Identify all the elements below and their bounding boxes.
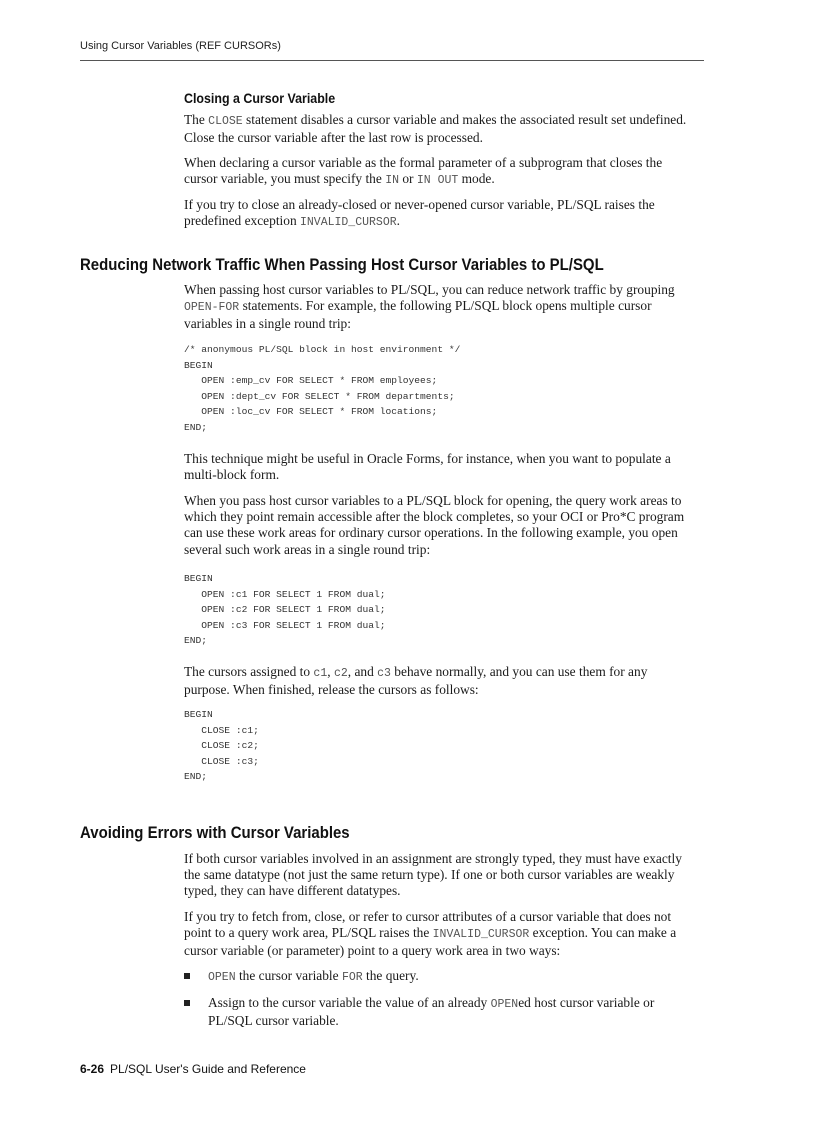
book-title: PL/SQL User's Guide and Reference xyxy=(110,1062,306,1076)
code-invalid-cursor: INVALID_CURSOR xyxy=(300,216,397,230)
bullet-marker-2 xyxy=(184,1000,190,1006)
code-open: OPEN xyxy=(208,971,236,984)
closing-paragraph-1: The CLOSE statement disables a cursor variable and makes the associated result set undefined. Close the cursor variable after the last row is processed. xyxy=(184,112,687,146)
avoiding-paragraph-2: If you try to fetch from, close, or refer to cursor attributes of a cursor variable that does not point to a query work area, PL/SQL raises the INVALID_CURSOR exception. You can make a cursor variable (or parameter) point to a query work area in two ways: xyxy=(184,909,677,959)
code-block-open-cursors: /* anonymous PL/SQL block in host environment */ BEGIN OPEN :emp_cv FOR SELECT * FROM employees; OPEN :dept_cv FOR SELECT * FROM departments; OPEN :loc_cv FOR SELECT * FROM locations; END; xyxy=(184,344,461,433)
bullet-item-1: OPEN the cursor variable FOR the query. xyxy=(208,968,419,984)
closing-section-title: Closing a Cursor Variable xyxy=(184,91,336,106)
code-in: IN xyxy=(385,174,399,188)
reducing-paragraph-1: When passing host cursor variables to PL/SQL, you can reduce network traffic by grouping OPEN-FOR statements. For example, the following PL/SQL block opens multiple cursor variables in a single round trip: xyxy=(184,282,675,332)
avoiding-section-title: Avoiding Errors with Cursor Variables xyxy=(80,823,350,842)
running-header: Using Cursor Variables (REF CURSORs) xyxy=(80,40,281,52)
page-number: 6-26 xyxy=(80,1062,105,1076)
reducing-paragraph-2: This technique might be useful in Oracle Forms, for instance, when you want to populate a multi-block form. xyxy=(184,451,671,483)
bullet-marker-1 xyxy=(184,973,190,979)
code-close: CLOSE xyxy=(208,115,243,128)
code-block-close-cursors: BEGIN CLOSE :c1; CLOSE :c2; CLOSE :c3; END; xyxy=(184,709,259,782)
code-c1: c1 xyxy=(313,667,328,680)
page-footer xyxy=(80,1062,306,1076)
code-for: FOR xyxy=(341,971,363,984)
closing-paragraph-3: If you try to close an already-closed or never-opened cursor variable, PL/SQL raises the predefined exception INVALID_CURSOR. xyxy=(184,197,655,230)
reducing-paragraph-4: The cursors assigned to c1, c2, and c3 behave normally, and you can use them for any purpose. When finished, release the cursors as follows: xyxy=(184,664,648,698)
reducing-section-title: Reducing Network Traffic When Passing Host Cursor Variables to PL/SQL xyxy=(80,255,604,274)
bullet-item-2: Assign to the cursor variable the value of an already OPENed host cursor variable or PL/SQL cursor variable. xyxy=(208,995,655,1029)
code-open-for: OPEN-FOR xyxy=(184,301,240,315)
code-in-out: IN OUT xyxy=(416,174,459,188)
code-block-open-work-areas: BEGIN OPEN :c1 FOR SELECT 1 FROM dual; OPEN :c2 FOR SELECT 1 FROM dual; OPEN :c3 FOR SELECT 1 FROM dual; END; xyxy=(184,573,386,646)
header-rule xyxy=(80,60,704,61)
code-c2: c2 xyxy=(333,667,348,680)
avoiding-paragraph-1: If both cursor variables involved in an assignment are strongly typed, they must have exactly the same datatype (not just the same return type). If one or both cursor variables are weakly typed, they can have different datatypes. xyxy=(184,851,682,899)
closing-paragraph-2: When declaring a cursor variable as the formal parameter of a subprogram that closes the cursor variable, you must specify the IN or IN OUT mode. xyxy=(184,155,663,188)
reducing-paragraph-3: When you pass host cursor variables to a PL/SQL block for opening, the query work areas to which they point remain accessible after the block completes, so your OCI or Pro*C program can use these work areas for ordinary cursor operations. In the following example, you open several such work areas in a single round trip: xyxy=(184,493,685,557)
code-open-2: OPEN xyxy=(490,998,519,1011)
code-c3: c3 xyxy=(377,667,391,680)
code-invalid-cursor-2: INVALID_CURSOR xyxy=(432,928,530,942)
